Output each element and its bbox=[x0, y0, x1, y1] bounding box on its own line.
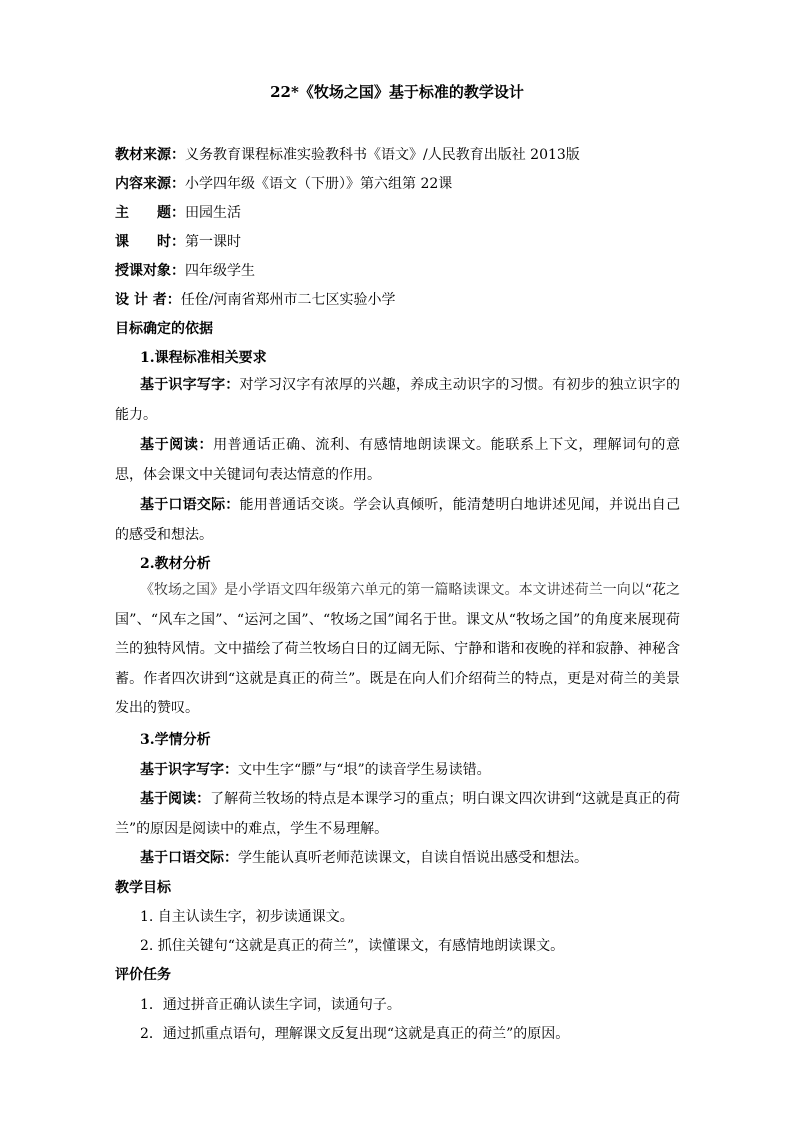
paragraph-text: 用普通话正确、流利、有感情地朗读课文。能联系上下文，理解词句的意思，体会课文中关键词句表达情意的作用。 bbox=[115, 437, 681, 483]
paragraph-curriculum-literacy bbox=[115, 371, 680, 430]
paragraph-label: 基于识字写字： bbox=[140, 762, 238, 778]
meta-label: 设 计 者： bbox=[115, 292, 181, 308]
paragraph-label: 基于阅读： bbox=[140, 791, 211, 807]
meta-textbook-source bbox=[115, 146, 715, 164]
paragraph-label: 基于阅读： bbox=[140, 437, 214, 453]
paragraph-lead: 《牧场之国》是小学语文四年级第六单元的第一篇略读课文。本文讲述荷兰一向以 bbox=[140, 582, 645, 598]
paragraph-text: “花之国”、“风车之国”、“运河之国”、“牧场之国”闻名于世。课文从“牧场之国”的角度来展现荷兰的独特风情。文中描绘了荷兰牧场白日的辽阔无际、宁静和谐和夜晚的祥和寂静、神秘含蓄。作者四次讲到“这就是真正的荷兰”。既是在向人们介绍荷兰的特点，更是对荷兰的美景发出的赞叹。 bbox=[115, 582, 680, 716]
meta-value: 小学四年级《语文（下册）》第六组第 22课 bbox=[185, 176, 453, 192]
meta-theme bbox=[115, 204, 715, 222]
paragraph-text: 能用普通话交谈。学会认真倾听，能清楚明白地讲述见闻，并说出自己的感受和想法。 bbox=[115, 497, 681, 543]
section-heading-basis: 目标确定的依据 bbox=[115, 321, 213, 337]
paragraph-text: 对学习汉字有浓厚的兴趣，养成主动识字的习惯。有初步的独立识字的能力。 bbox=[115, 377, 681, 423]
assessment-item: 1．通过拼音正确认读生字词，读通句子。 bbox=[140, 997, 401, 1013]
meta-value: 任佺/河南省郑州市二七区实验小学 bbox=[180, 292, 396, 308]
paragraph-student-reading bbox=[115, 785, 680, 844]
assessment-item: 2．通过抓重点语句，理解课文反复出现“这就是真正的荷兰”的原因。 bbox=[140, 1026, 570, 1042]
sub-heading-curriculum: 1.课程标准相关要求 bbox=[140, 350, 267, 366]
paragraph-text: 学生能认真听老师范读课文，自读自悟说出感受和想法。 bbox=[238, 850, 588, 866]
section-heading-assessment: 评价任务 bbox=[115, 967, 171, 983]
paragraph-text: 了解荷兰牧场的特点是本课学习的重点；明白课文四次讲到“这就是真正的荷兰”的原因是阅读中的难点，学生不易理解。 bbox=[115, 791, 681, 837]
sub-heading-textbook-analysis: 2.教材分析 bbox=[140, 556, 211, 572]
meta-label: 授课对象： bbox=[115, 263, 185, 279]
paragraph-label: 基于识字写字： bbox=[140, 377, 240, 393]
section-heading-objectives: 教学目标 bbox=[115, 880, 171, 896]
meta-label: 内容来源： bbox=[115, 176, 185, 192]
paragraph-label: 基于口语交际： bbox=[140, 497, 240, 513]
meta-value: 义务教育课程标准实验教科书《语文》/人民教育出版社 2013版 bbox=[185, 147, 580, 163]
meta-value: 田园生活 bbox=[185, 205, 241, 221]
meta-label: 教材来源： bbox=[115, 147, 185, 163]
paragraph-student-literacy bbox=[115, 756, 680, 786]
objective-item: 2. 抓住关键句“这就是真正的荷兰”，读懂课文，有感情地朗读课文。 bbox=[140, 938, 565, 954]
paragraph-student-speaking bbox=[115, 844, 680, 874]
sub-heading-student-analysis: 3.学情分析 bbox=[140, 732, 211, 748]
paragraph-curriculum-reading bbox=[115, 431, 680, 490]
paragraph-text: 文中生字“膘”与“垠”的读音学生易读错。 bbox=[238, 762, 491, 778]
meta-content-source bbox=[115, 175, 715, 193]
document-title: 22*《牧场之国》基于标准的教学设计 bbox=[270, 83, 524, 101]
paragraph-textbook-analysis bbox=[115, 576, 680, 724]
meta-value: 四年级学生 bbox=[185, 263, 255, 279]
meta-designer bbox=[115, 291, 715, 309]
paragraph-curriculum-speaking bbox=[115, 491, 680, 550]
paragraph-label: 基于口语交际： bbox=[140, 850, 238, 866]
meta-value: 第一课时 bbox=[185, 234, 241, 250]
meta-label: 课 时： bbox=[115, 234, 185, 250]
meta-audience bbox=[115, 262, 715, 280]
meta-period bbox=[115, 233, 715, 251]
meta-label: 主 题： bbox=[115, 205, 185, 221]
objective-item: 1. 自主认读生字，初步读通课文。 bbox=[140, 909, 354, 925]
